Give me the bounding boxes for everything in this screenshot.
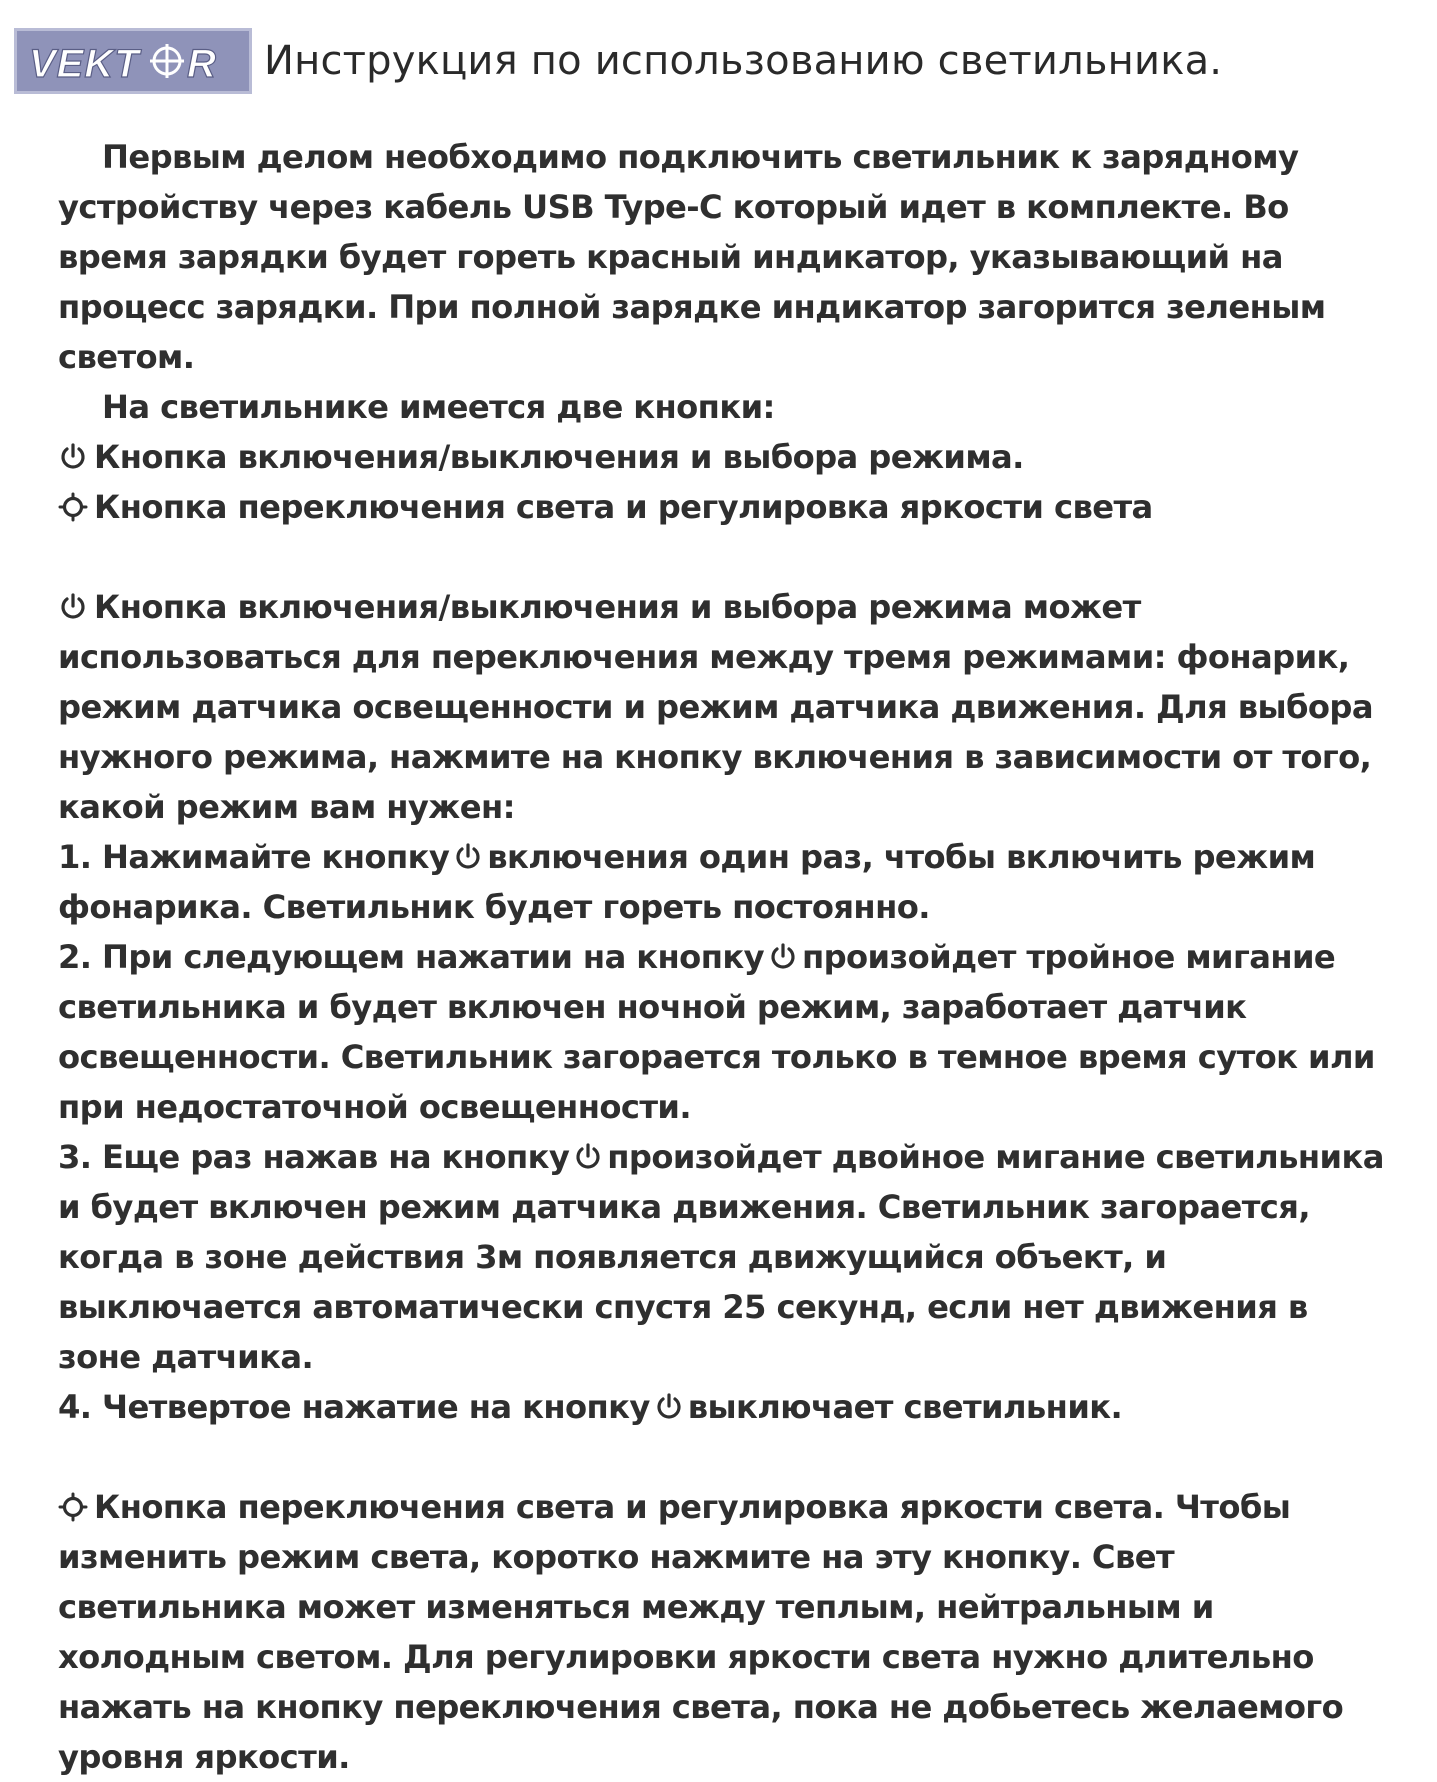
step-1-end: включения один раз, чтобы включить режим фонарика. Светильник будет гореть постоянно. xyxy=(58,838,1316,926)
spacer xyxy=(58,532,1398,582)
button-power-line xyxy=(58,432,1398,482)
power-description xyxy=(58,582,1398,832)
light-description xyxy=(58,1482,1398,1782)
svg-text:VEKT: VEKT xyxy=(29,42,140,86)
step-2-start: 2. При следующем нажатии на кнопку xyxy=(58,938,764,976)
power-icon xyxy=(768,942,798,972)
vektor-logo xyxy=(14,28,252,94)
buttons-intro: На светильнике имеется две кнопки: xyxy=(102,388,775,426)
button-power-label: Кнопка включения/выключения и выбора режима. xyxy=(94,438,1024,476)
step-1-start: 1. Нажимайте кнопку xyxy=(58,838,450,876)
header xyxy=(14,26,1222,96)
spacer xyxy=(58,1432,1398,1482)
sun-icon xyxy=(58,1492,88,1522)
power-icon xyxy=(453,842,483,872)
button-light-label: Кнопка переключения света и регулировка яркости света xyxy=(94,488,1153,526)
page-title: Инструкция по использованию светильника. xyxy=(264,38,1223,84)
button-light-line xyxy=(58,482,1398,532)
light-description-text: Кнопка переключения света и регулировка яркости света. Чтобы изменить режим света, коротко нажмите на эту кнопку. Свет светильника может изменяться между теплым, нейтральным и холодным светом. Для регулировки яркости света нужно длительно нажать на кнопку переключения света, пока не добьетесь желаемого уровня яркости. xyxy=(58,1488,1344,1776)
step-2-end: произойдет тройное мигание светильника и будет включен ночной режим, заработает датчик освещенности. Светильник загорается только в темное время суток или при недостаточной освещенности. xyxy=(58,938,1375,1126)
step-4 xyxy=(58,1382,1398,1432)
power-icon xyxy=(573,1142,603,1172)
logo-graphic xyxy=(17,31,249,91)
intro-paragraph: Первым делом необходимо подключить светильник к зарядному устройству через кабель USB Type-C который идет в комплекте. Во время зарядки будет гореть красный индикатор, указывающий на процесс зарядки. При полной зарядке индикатор загорится зеленым светом. xyxy=(58,138,1326,376)
power-icon xyxy=(654,1392,684,1422)
svg-text:R: R xyxy=(187,42,216,86)
step-1 xyxy=(58,832,1398,932)
step-3-start: 3. Еще раз нажав на кнопку xyxy=(58,1138,570,1176)
step-4-end: выключает светильник. xyxy=(687,1388,1123,1426)
power-description-text: Кнопка включения/выключения и выбора режима может использоваться для переключения между тремя режимами: фонарик, режим датчика освещенности и режим датчика движения. Для выбора нужного режима, нажмите на кнопку включения в зависимости от того, какой режим вам нужен: xyxy=(58,588,1373,826)
step-4-start: 4. Четвертое нажатие на кнопку xyxy=(58,1388,650,1426)
step-3-end: произойдет двойное мигание светильника и будет включен режим датчика движения. Светильник загорается, когда в зоне действия 3м появляется движущийся объект, и выключается автоматически спустя 25 секунд, если нет движения в зоне датчика. xyxy=(58,1138,1384,1376)
step-2 xyxy=(58,932,1398,1132)
power-icon xyxy=(58,592,88,622)
instruction-text xyxy=(58,132,1398,1782)
power-icon xyxy=(58,442,88,472)
step-3 xyxy=(58,1132,1398,1382)
sun-icon xyxy=(58,492,88,522)
